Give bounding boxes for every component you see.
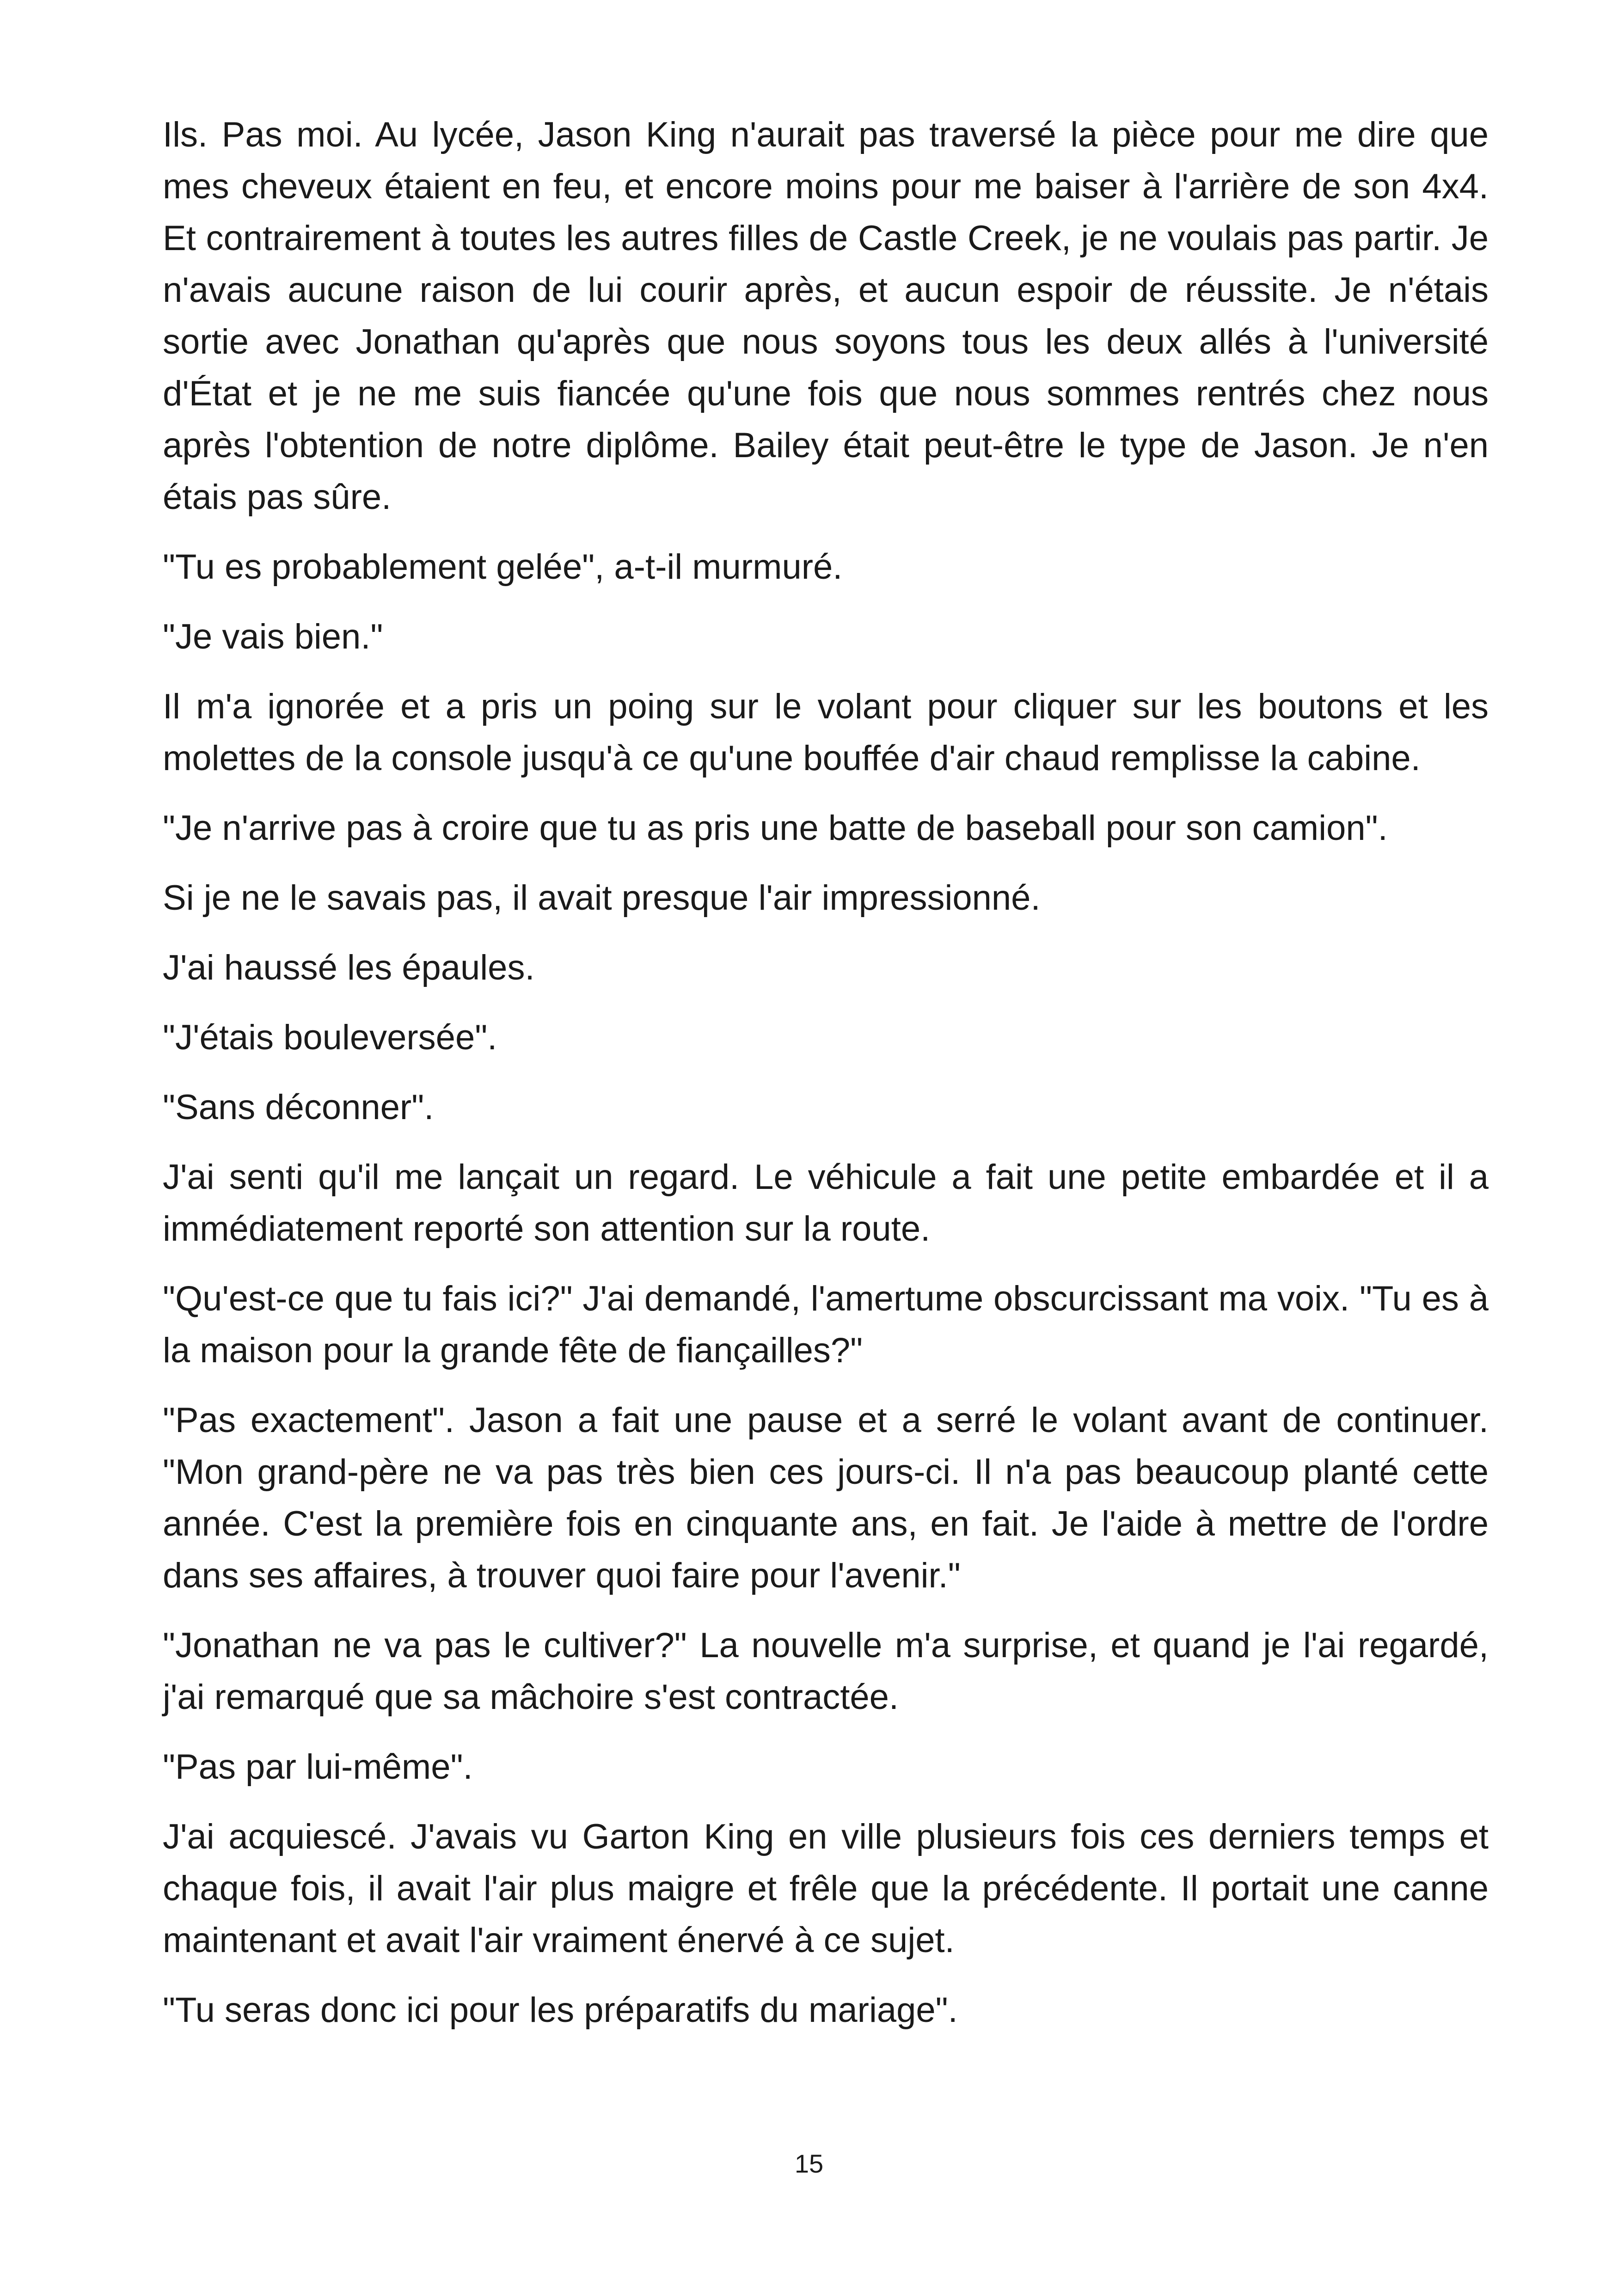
paragraph: Si je ne le savais pas, il avait presque l'air impressionné. — [163, 878, 1041, 918]
paragraph: "Je vais bien." — [163, 617, 383, 656]
paragraph: "Pas exactement". Jason a fait une pause et a serré le volant avant de continuer. "Mon grand-père ne va pas très bien ces jours-ci. Il n'a pas beaucoup planté cette année. C'est la première fois en cinquante ans, en fait. Je l'aide à mettre de l'ordre dans ses affaires, à trouver quoi faire pour l'avenir." — [163, 1401, 1489, 1595]
paragraph: "Jonathan ne va pas le cultiver?" La nouvelle m'a surprise, et quand je l'ai regardé, j'ai remarqué que sa mâchoire s'est contractée. — [163, 1626, 1489, 1717]
paragraph: "Tu es probablement gelée", a-t-il murmuré. — [163, 547, 843, 587]
paragraph: "Pas par lui-même". — [163, 1747, 473, 1787]
paragraph: J'ai senti qu'il me lançait un regard. Le véhicule a fait une petite embardée et il a immédiatement reporté son attention sur la route. — [163, 1157, 1489, 1249]
paragraph: "Qu'est-ce que tu fais ici?" J'ai demandé, l'amertume obscurcissant ma voix. "Tu es à la maison pour la grande fête de fiançailles?" — [163, 1279, 1489, 1370]
paragraph: "Sans déconner". — [163, 1088, 434, 1127]
paragraph: "Je n'arrive pas à croire que tu as pris une batte de baseball pour son camion". — [163, 808, 1388, 848]
page-number: 15 — [794, 2149, 824, 2178]
paragraph: "J'étais bouleversée". — [163, 1018, 497, 1057]
paragraph: Il m'a ignorée et a pris un poing sur le volant pour cliquer sur les boutons et les molettes de la console jusqu'à ce qu'une bouffée d'air chaud remplisse la cabine. — [163, 687, 1489, 778]
paragraph: J'ai acquiescé. J'avais vu Garton King en ville plusieurs fois ces derniers temps et chaque fois, il avait l'air plus maigre et frêle que la précédente. Il portait une canne maintenant et avait l'air vraiment énervé à ce sujet. — [163, 1817, 1489, 1960]
paragraph: J'ai haussé les épaules. — [163, 948, 535, 987]
paragraph: "Tu seras donc ici pour les préparatifs du mariage". — [163, 1990, 958, 2030]
paragraph: Ils. Pas moi. Au lycée, Jason King n'aurait pas traversé la pièce pour me dire que mes cheveux étaient en feu, et encore moins pour me baiser à l'arrière de son 4x4. Et contrairement à toutes les autres filles de Castle Creek, je ne voulais pas partir. Je n'avais aucune raison de lui courir après, et aucun espoir de réussite. Je n'étais sortie avec Jonathan qu'après que nous soyons tous les deux allés à l'université d'État et je ne me suis fiancée qu'une fois que nous sommes rentrés chez nous après l'obtention de notre diplôme. Bailey était peut-être le type de Jason. Je n'en étais pas sûre. — [163, 115, 1489, 517]
body-text — [163, 109, 1489, 2036]
